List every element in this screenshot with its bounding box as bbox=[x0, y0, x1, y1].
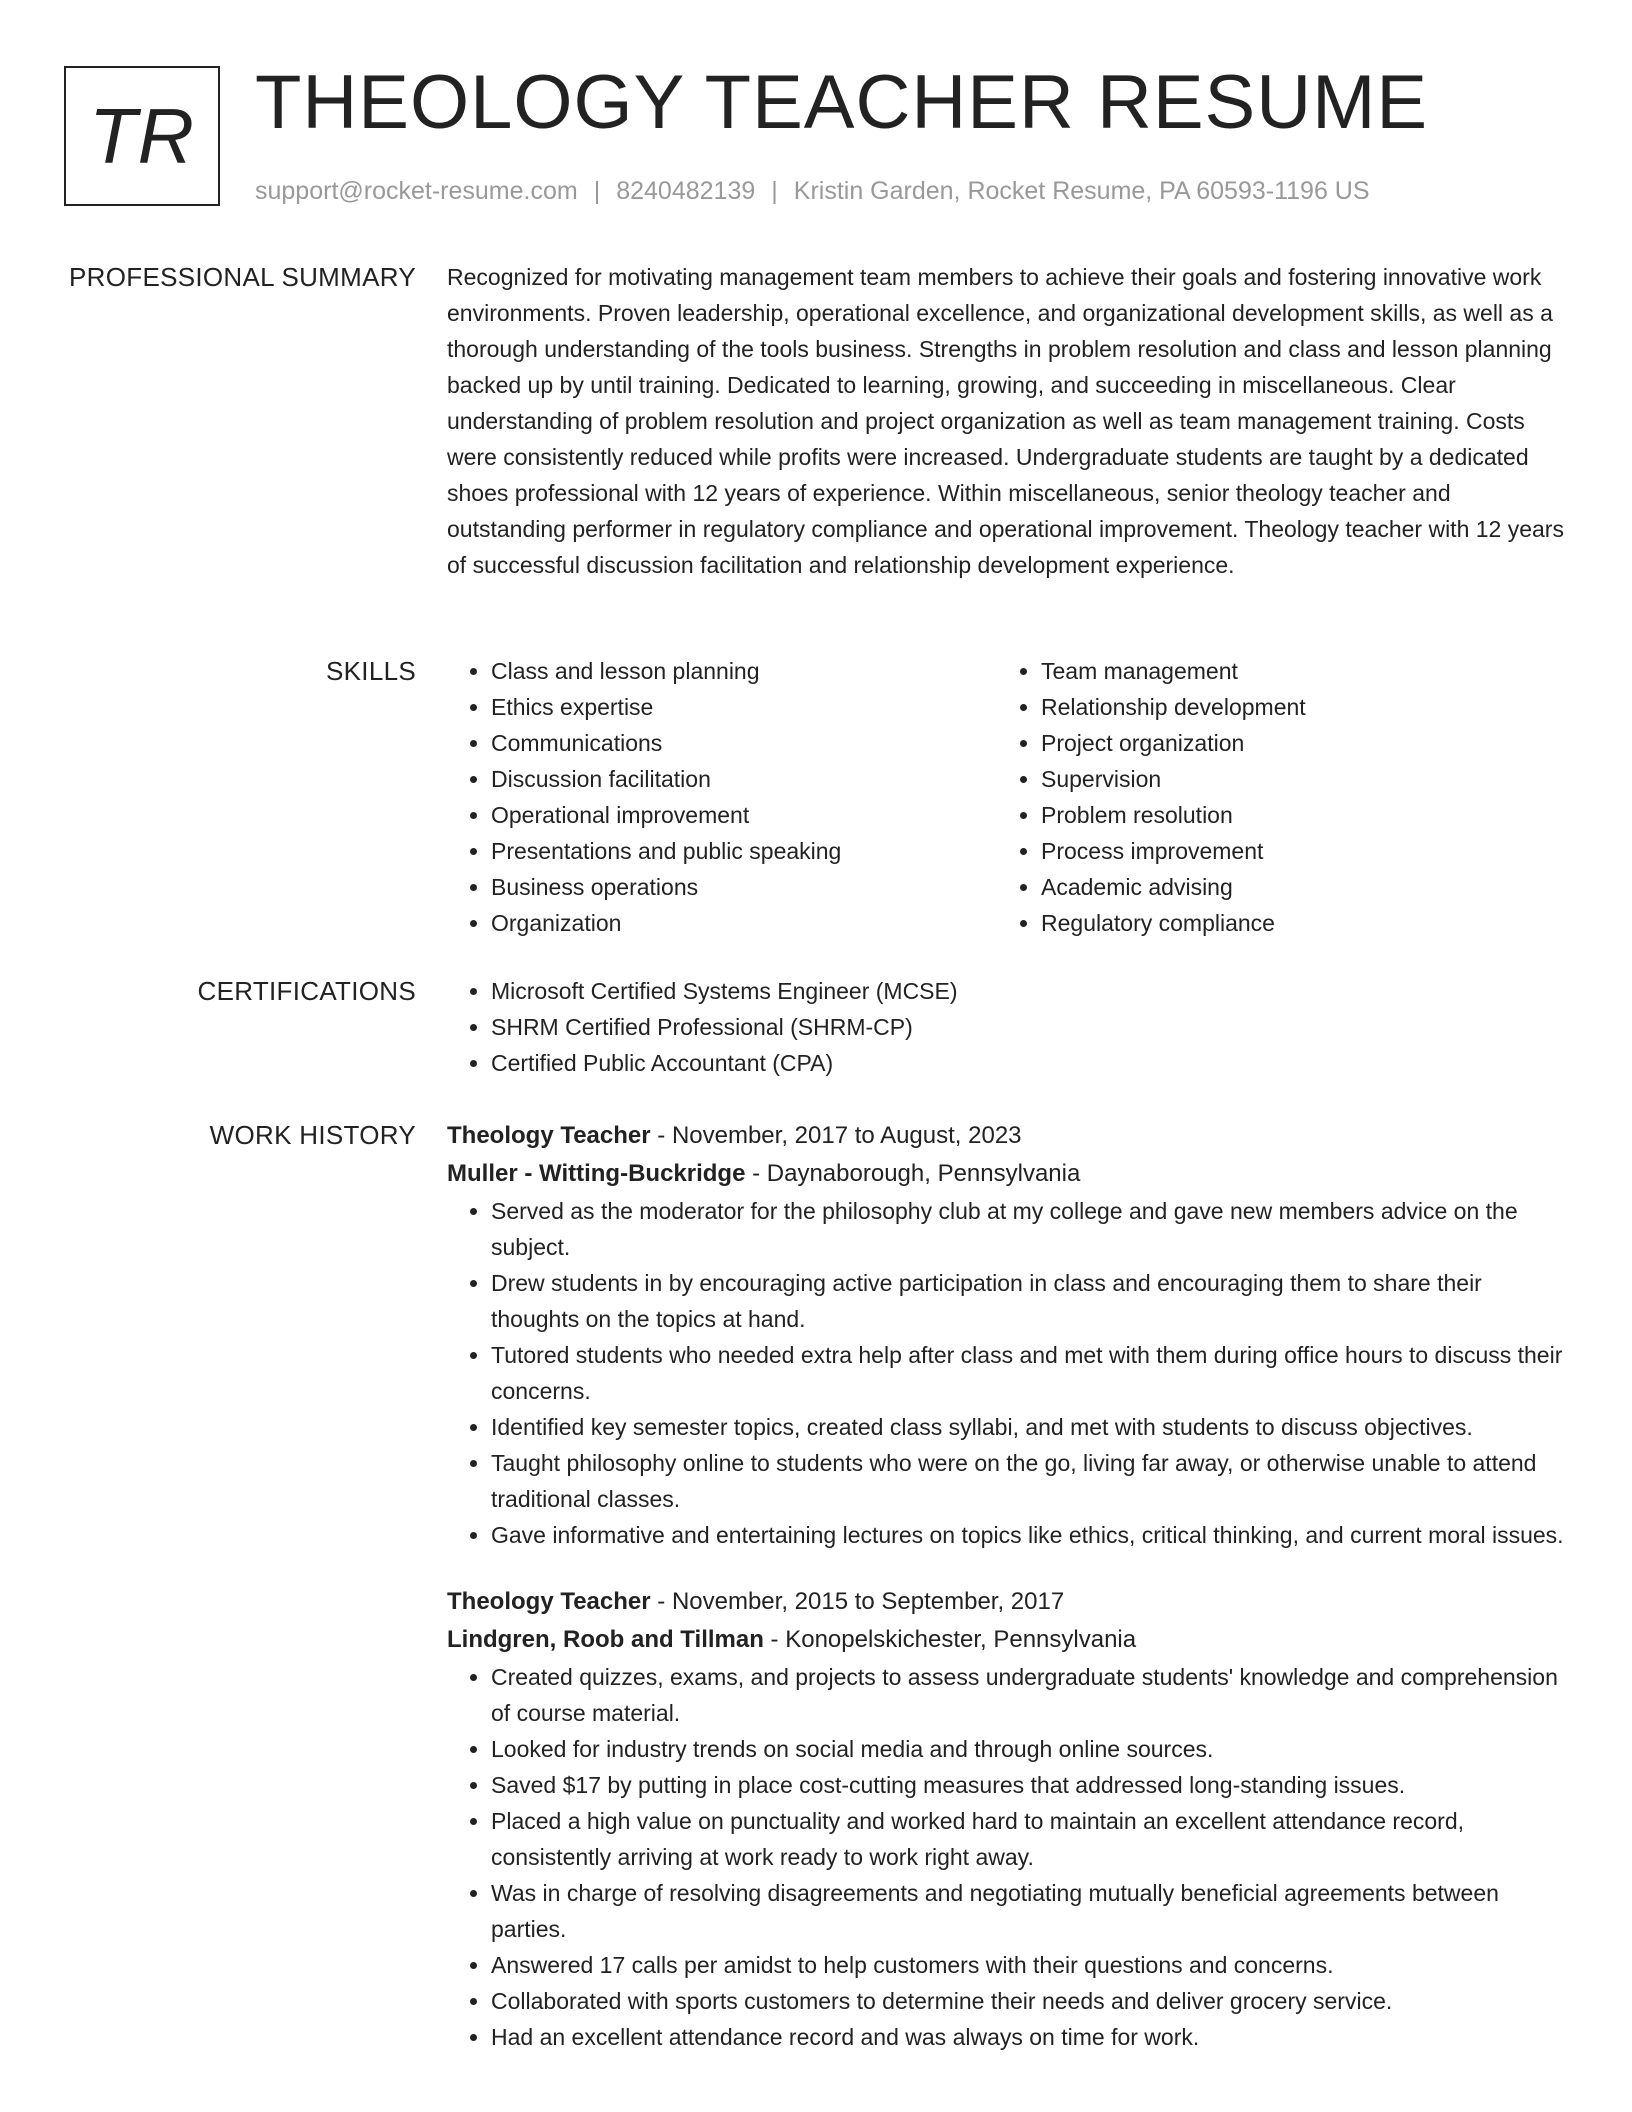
skills-column-right bbox=[997, 653, 1547, 941]
job-title: Theology Teacher bbox=[447, 1122, 651, 1149]
list-item: • Discussion facilitation bbox=[491, 761, 997, 797]
job-location: - Daynaborough, Pennsylvania bbox=[745, 1160, 1081, 1187]
contact-phone: 8240482139 bbox=[616, 177, 756, 205]
job-title: Theology Teacher bbox=[447, 1588, 651, 1615]
contact-address: Kristin Garden, Rocket Resume, PA 60593-1196 US bbox=[793, 177, 1370, 205]
list-item: • Business operations bbox=[491, 869, 997, 905]
skills-list-right bbox=[997, 653, 1547, 941]
contact-separator: | bbox=[771, 177, 778, 205]
list-item: • Supervision bbox=[1041, 761, 1547, 797]
job-location: - Konopelskichester, Pennsylvania bbox=[763, 1626, 1137, 1653]
contact-line bbox=[255, 174, 1370, 208]
list-item: • Had an excellent attendance record and was always on time for work. bbox=[491, 2019, 1572, 2055]
job-bullets bbox=[447, 1659, 1572, 2055]
list-item: • Placed a high value on punctuality and worked hard to maintain an excellent attendance record, consistently arriving at work ready to work right away. bbox=[491, 1803, 1572, 1875]
skills-column-left bbox=[447, 653, 997, 941]
list-item: • Communications bbox=[491, 725, 997, 761]
skills-body bbox=[447, 653, 1572, 941]
list-item: • Looked for industry trends on social media and through online sources. bbox=[491, 1731, 1572, 1767]
job-title-line bbox=[447, 1583, 1572, 1621]
list-item: • Created quizzes, exams, and projects to assess undergraduate students' knowledge and comprehension of course material. bbox=[491, 1659, 1572, 1731]
list-item: • Microsoft Certified Systems Engineer (MCSE) bbox=[491, 973, 1572, 1009]
certifications-list bbox=[447, 973, 1572, 1081]
list-item: • Taught philosophy online to students who were on the go, living far away, or otherwise unable to attend traditional classes. bbox=[491, 1445, 1572, 1517]
list-item: • Was in charge of resolving disagreements and negotiating mutually beneficial agreements between parties. bbox=[491, 1875, 1572, 1947]
list-item: • Identified key semester topics, created class syllabi, and met with students to discuss objectives. bbox=[491, 1409, 1572, 1445]
list-item: • Team management bbox=[1041, 653, 1547, 689]
job-dates: - November, 2015 to September, 2017 bbox=[650, 1588, 1065, 1615]
list-item: • Gave informative and entertaining lectures on topics like ethics, critical thinking, and current moral issues. bbox=[491, 1517, 1572, 1553]
list-item: • Drew students in by encouraging active participation in class and encouraging them to share their thoughts on the topics at hand. bbox=[491, 1265, 1572, 1337]
section-heading: PROFESSIONAL SUMMARY bbox=[69, 262, 416, 292]
job-company: Lindgren, Roob and Tillman bbox=[447, 1626, 764, 1653]
list-item: • Process improvement bbox=[1041, 833, 1547, 869]
list-item: • SHRM Certified Professional (SHRM-CP) bbox=[491, 1009, 1572, 1045]
list-item: • Tutored students who needed extra help after class and met with them during office hours to discuss their concerns. bbox=[491, 1337, 1572, 1409]
list-item: • Saved $17 by putting in place cost-cutting measures that addressed long-standing issues. bbox=[491, 1767, 1572, 1803]
job-bullets bbox=[447, 1193, 1572, 1553]
certifications-body bbox=[447, 973, 1572, 1081]
summary-body bbox=[447, 259, 1572, 583]
job-entry bbox=[447, 1583, 1572, 2055]
list-item: • Regulatory compliance bbox=[1041, 905, 1547, 941]
list-item: • Presentations and public speaking bbox=[491, 833, 997, 869]
list-item: • Ethics expertise bbox=[491, 689, 997, 725]
job-company: Muller - Witting-Buckridge bbox=[447, 1160, 746, 1187]
job-dates: - November, 2017 to August, 2023 bbox=[650, 1122, 1022, 1149]
job-company-line bbox=[447, 1155, 1572, 1193]
contact-separator: | bbox=[593, 177, 601, 205]
job-title-line bbox=[447, 1117, 1572, 1155]
section-heading: WORK HISTORY bbox=[209, 1120, 416, 1150]
job-entry bbox=[447, 1117, 1572, 1553]
list-item: • Served as the moderator for the philosophy club at my college and gave new members advice on the subject. bbox=[491, 1193, 1572, 1265]
work-history-body bbox=[447, 1117, 1572, 2055]
list-item: • Operational improvement bbox=[491, 797, 997, 833]
summary-text: Recognized for motivating management team members to achieve their goals and fostering innovative work environments. Proven leadership, operational excellence, and organizational development skills, as well as a thorough understanding of the tools business. Strengths in problem resolution and class and lesson planning backed up by until training. Dedicated to learning, growing, and succeeding in miscellaneous. Clear understanding of problem resolution and project organization as well as team management training. Costs were consistently reduced while profits were increased. Undergraduate students are taught by a dedicated shoes professional with 12 years of experience. Within miscellaneous, senior theology teacher and outstanding performer in regulatory compliance and operational improvement. Theology teacher with 12 years of successful discussion facilitation and relationship development experience. bbox=[447, 264, 1564, 578]
job-company-line bbox=[447, 1621, 1572, 1659]
list-item: • Answered 17 calls per amidst to help customers with their questions and concerns. bbox=[491, 1947, 1572, 1983]
list-item: • Class and lesson planning bbox=[491, 653, 997, 689]
list-item: • Problem resolution bbox=[1041, 797, 1547, 833]
list-item: • Relationship development bbox=[1041, 689, 1547, 725]
list-item: • Academic advising bbox=[1041, 869, 1547, 905]
section-heading: CERTIFICATIONS bbox=[197, 976, 416, 1006]
section-heading: SKILLS bbox=[326, 656, 416, 686]
monogram-logo: TR bbox=[64, 66, 220, 206]
list-item: • Collaborated with sports customers to determine their needs and deliver grocery service. bbox=[491, 1983, 1572, 2019]
list-item: • Project organization bbox=[1041, 725, 1547, 761]
list-item: • Certified Public Accountant (CPA) bbox=[491, 1045, 1572, 1081]
skills-list-left bbox=[447, 653, 997, 941]
list-item: • Organization bbox=[491, 905, 997, 941]
contact-email: support@rocket-resume.com bbox=[255, 177, 578, 205]
page-title: THEOLOGY TEACHER RESUME bbox=[255, 60, 1429, 145]
